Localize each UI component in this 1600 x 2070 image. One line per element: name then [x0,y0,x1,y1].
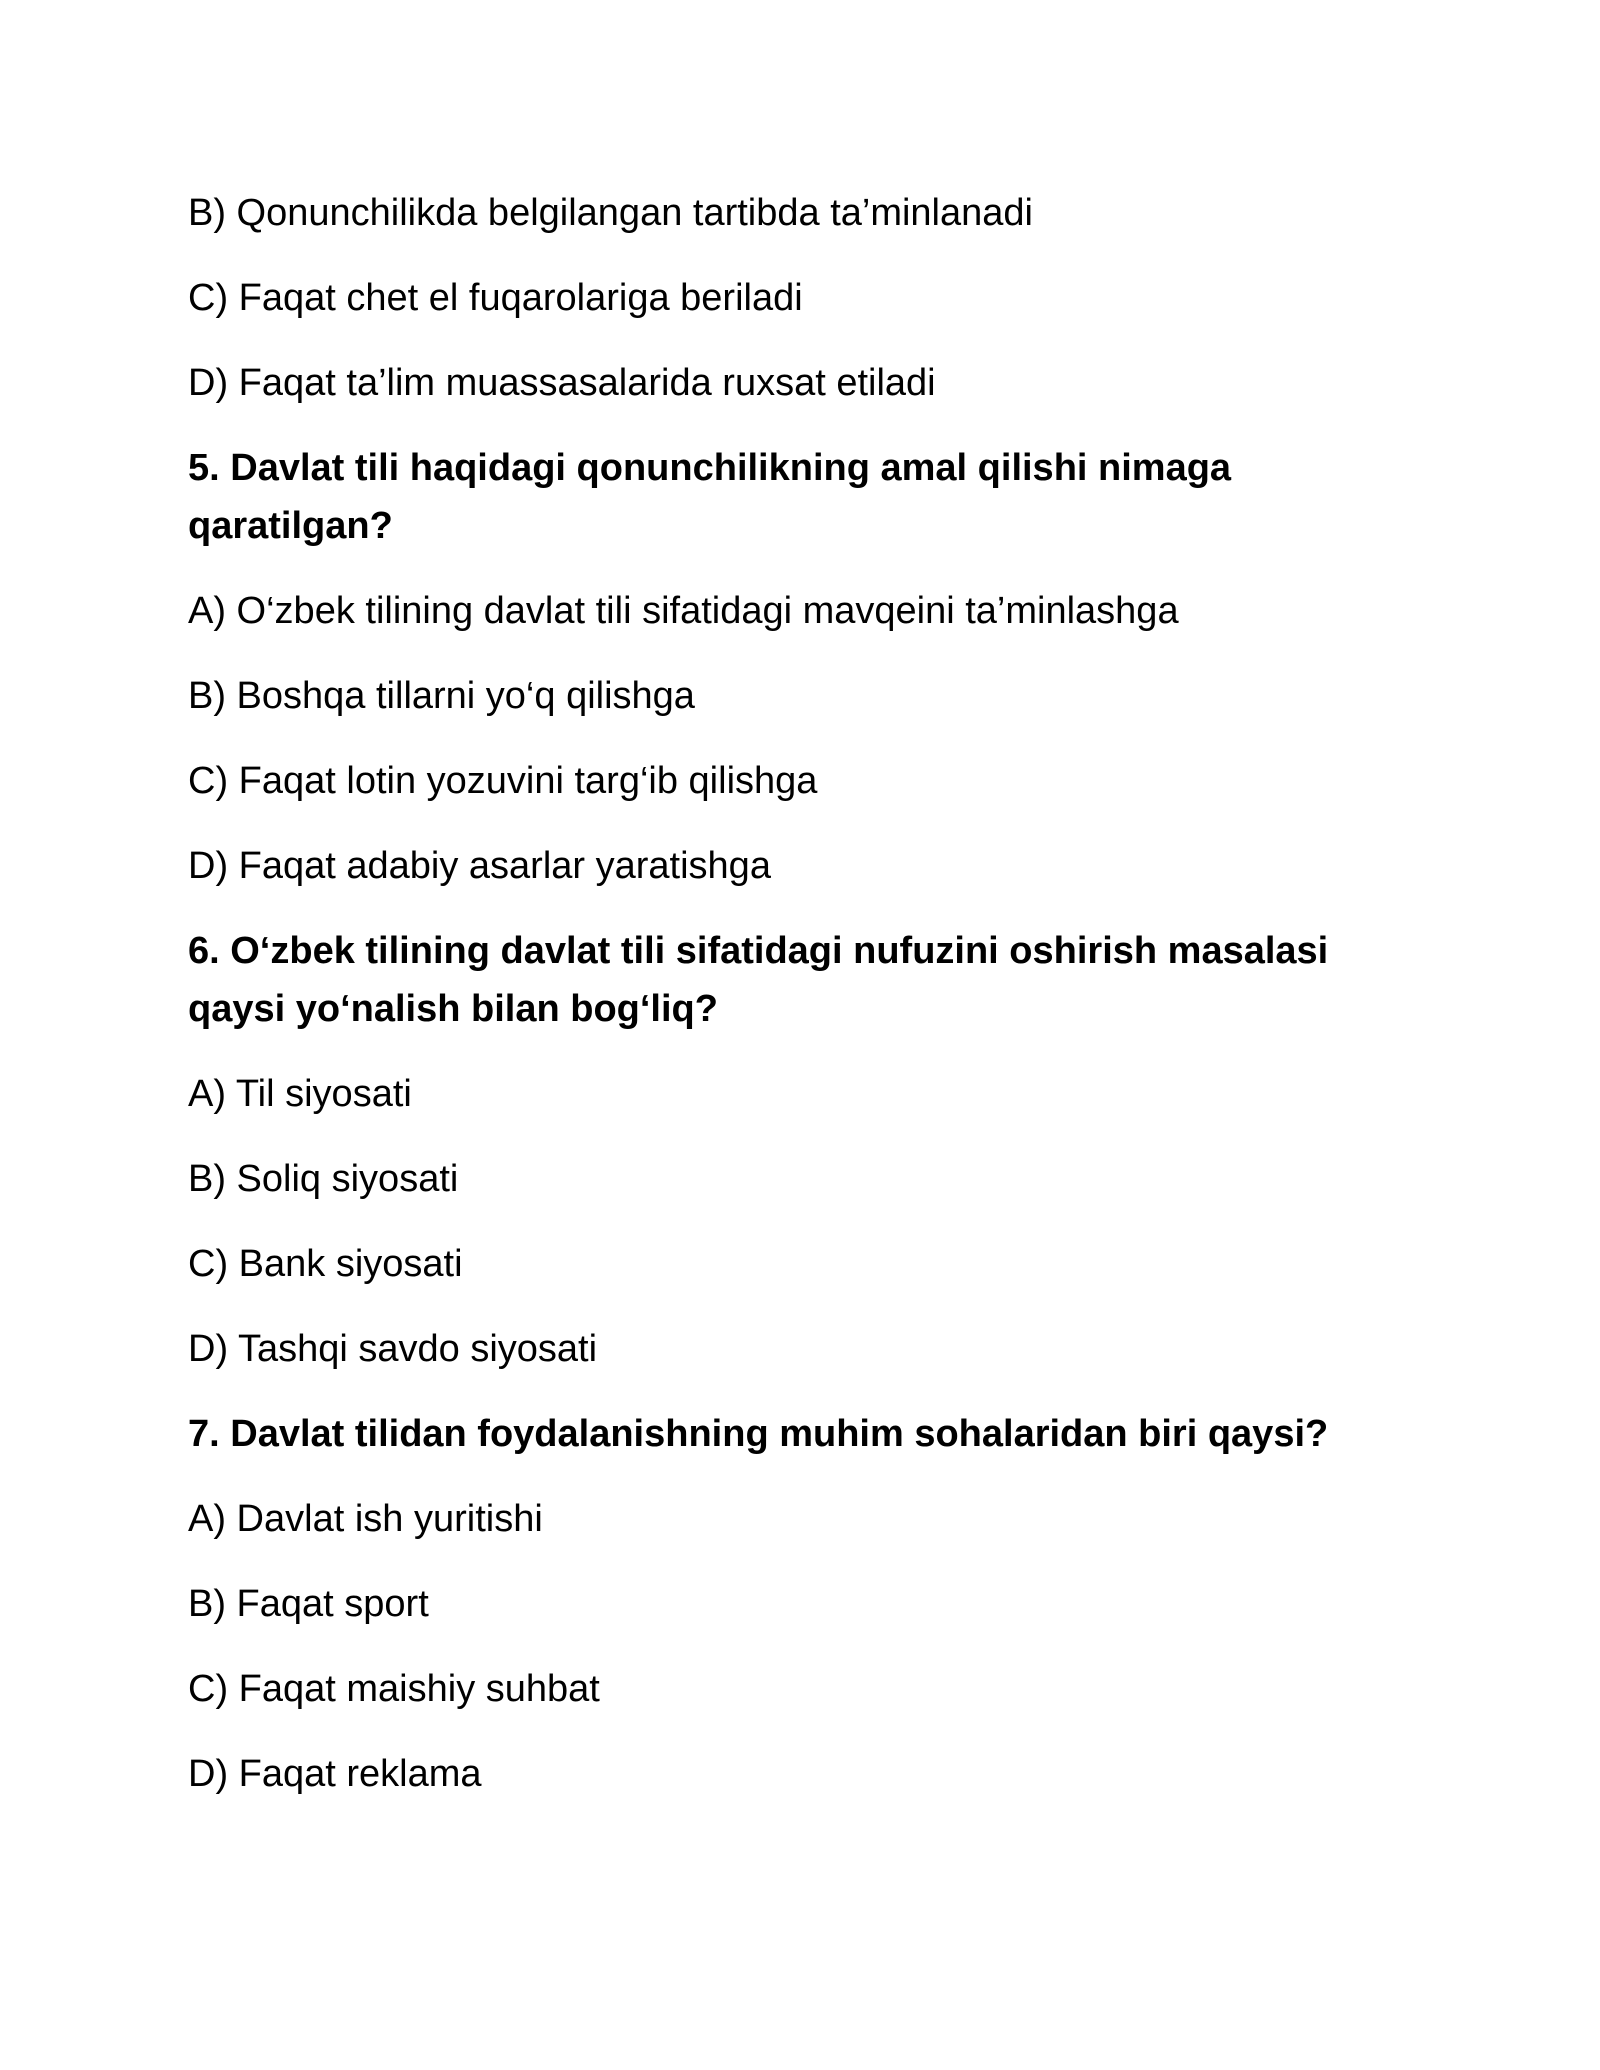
option-5a: A) O‘zbek tilining davlat tili sifatidagi mavqeini ta’minlashga [188,590,1179,632]
option-5d: D) Faqat adabiy asarlar yaratishga [188,845,771,887]
option-6b: B) Soliq siyosati [188,1158,459,1200]
option-6a: A) Til siyosati [188,1073,412,1115]
option-7a: A) Davlat ish yuritishi [188,1498,543,1540]
option-7d: D) Faqat reklama [188,1753,482,1795]
option-6d: D) Tashqi savdo siyosati [188,1328,598,1370]
option-4b: B) Qonunchilikda belgilangan tartibda ta’minlanadi [188,192,1033,234]
question-7: 7. Davlat tilidan foydalanishning muhim sohalaridan biri qaysi? [188,1413,1329,1455]
option-4d: D) Faqat ta’lim muassasalarida ruxsat etiladi [188,362,936,404]
option-7b: B) Faqat sport [188,1583,429,1625]
option-5c: C) Faqat lotin yozuvini targ‘ib qilishga [188,760,818,802]
option-7c: C) Faqat maishiy suhbat [188,1668,600,1710]
option-4c: C) Faqat chet el fuqarolariga beriladi [188,277,803,319]
option-6c: C) Bank siyosati [188,1243,463,1285]
option-5b: B) Boshqa tillarni yo‘q qilishga [188,675,695,717]
question-6: 6. O‘zbek tilining davlat tili sifatidagi nufuzini oshirish masalasi qaysi yo‘nalish bilan bog‘liq? [188,930,1329,1030]
question-5: 5. Davlat tili haqidagi qonunchilikning amal qilishi nimaga qaratilgan? [188,447,1232,547]
